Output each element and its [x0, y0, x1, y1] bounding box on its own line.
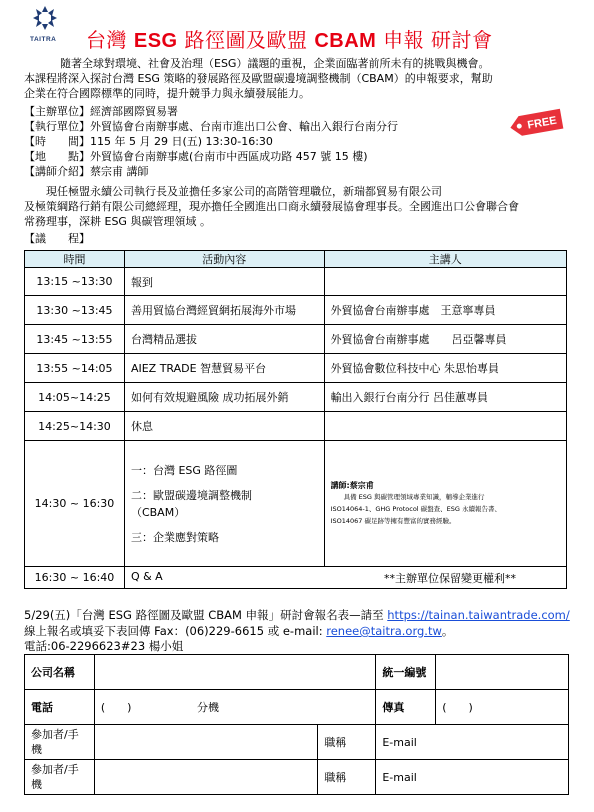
table-row	[25, 567, 567, 589]
table-row	[25, 383, 567, 412]
qa-label: Q & A	[130, 569, 163, 583]
session-item: 一：台灣 ESG 路徑圖	[130, 463, 238, 477]
table-header-row	[25, 251, 567, 268]
registration-form	[24, 654, 569, 795]
speaker-cell: 外貿協會台南辦事處 呂亞馨專員	[324, 325, 566, 354]
time-cell: 16:30 ~ 16:40	[25, 567, 125, 589]
speaker-cell: 外貿協會數位科技中心 朱思怡專員	[324, 354, 566, 383]
executor-line: 【執行單位】外貿協會台南辦事處、台南市進出口公會、輸出入銀行台南分行	[24, 120, 398, 133]
form-row	[25, 760, 569, 795]
column-header: 活動內容	[124, 251, 324, 268]
intro-line: 隨著全球對環境、社會及治理（ESG）議題的重視，企業面臨著前所未有的挑戰與機會。	[60, 57, 490, 70]
activity-cell: 善用貿協台灣經貿網拓展海外市場	[124, 296, 324, 325]
activity-cell: 台灣精品選拔	[124, 325, 324, 354]
extension-label: 分機	[196, 701, 219, 714]
time-cell: 13:55 ~14:05	[25, 354, 125, 383]
logo-text: TAITRA	[30, 36, 57, 43]
intro-line: 本課程將深入探討台灣 ESG 策略的發展路徑及歐盟碳邊境調整機制（CBAM）的申報要求，幫助	[24, 72, 493, 85]
phone-label: 電話	[25, 690, 95, 725]
attendee-label: 參加者/手機	[25, 760, 95, 795]
attendee-label: 參加者/手機	[25, 725, 95, 760]
email-field[interactable]: E-mail	[376, 725, 569, 760]
phone-field[interactable]: ( ) 分機	[94, 690, 375, 725]
time-cell: 13:30 ~13:45	[25, 296, 125, 325]
activity-cell: 報到	[124, 268, 324, 296]
speaker-title: 講師:蔡宗甫	[330, 481, 374, 490]
email-field[interactable]: E-mail	[376, 760, 569, 795]
fax-field[interactable]: ( )	[436, 690, 569, 725]
job-title-label: 職稱	[318, 725, 376, 760]
intro-line: 企業在符合國際標準的同時，提升競爭力與永續發展能力。	[24, 87, 310, 100]
fax-label: 傳真	[376, 690, 436, 725]
company-field[interactable]	[94, 655, 375, 690]
activity-cell: AIEZ TRADE 智慧貿易平台	[124, 354, 324, 383]
table-row-main-session	[25, 441, 567, 567]
email-link[interactable]: renee@taitra.org.tw	[326, 624, 442, 638]
column-header: 主講人	[324, 251, 566, 268]
time-cell: 14:30 ~ 16:30	[25, 441, 125, 567]
table-row	[25, 412, 567, 441]
organizer-line: 【主辦單位】經濟部國際貿易署	[24, 105, 178, 118]
lecturer-line: 【講師介紹】蔡宗甫 講師	[24, 165, 149, 178]
session-item: 二：歐盟碳邊境調整機制	[130, 488, 252, 502]
tax-id-label: 統一編號	[376, 655, 436, 690]
activity-cell	[124, 567, 566, 589]
svg-text:FREE: FREE	[526, 114, 558, 132]
activity-cell: 休息	[124, 412, 324, 441]
free-tag-icon	[508, 108, 566, 138]
speaker-cell	[324, 268, 566, 296]
taitra-logo	[32, 6, 58, 38]
time-cell: 14:05~14:25	[25, 383, 125, 412]
speaker-bio: ISO14064-1、GHG Protocol 碳盤查、ESG 永續報告書、	[330, 505, 502, 513]
agenda-table	[24, 250, 567, 589]
change-notice: **主辦單位保留變更權利**	[384, 571, 516, 585]
contact-phone: 電話:06-2296623#23 楊小姐	[24, 639, 184, 653]
company-label: 公司名稱	[25, 655, 95, 690]
column-header: 時間	[25, 251, 125, 268]
speaker-bio: ISO14067 碳足跡等擁有豐富的實務經驗。	[330, 517, 456, 525]
speaker-cell	[324, 412, 566, 441]
form-row	[25, 655, 569, 690]
table-row	[25, 268, 567, 296]
speaker-cell	[324, 441, 566, 567]
speaker-bio: 具備 ESG 與碳管理領域專業知識，輔導企業進行	[330, 493, 485, 501]
registration-link[interactable]: https://tainan.taiwantrade.com/	[387, 608, 570, 622]
register-line: 5/29(五)「台灣 ESG 路徑圖及歐盟 CBAM 申報」研討會報名表—請至 https://tainan.taiwantrade.com/	[24, 608, 570, 622]
agenda-heading: 【議 程】	[24, 232, 90, 245]
attendee-field[interactable]	[94, 760, 318, 795]
session-item: （CBAM）	[130, 505, 186, 519]
table-row	[25, 325, 567, 354]
time-cell: 14:25~14:30	[25, 412, 125, 441]
bio-line: 及極策綱路行銷有限公司總經理，現亦擔任全國進出口商永續發展協會理事長。全國進出口公會聯合會	[24, 200, 519, 213]
session-item: 三：企業應對策略	[130, 530, 219, 544]
bio-line: 常務理事，深耕 ESG 與碳管理領域 。	[24, 215, 211, 228]
speaker-cell: 外貿協會台南辦事處 王意寧專員	[324, 296, 566, 325]
activity-cell: 如何有效規避風險 成功拓展外銷	[124, 383, 324, 412]
location-line: 【地 點】外貿協會台南辦事處(台南市中西區成功路 457 號 15 樓)	[24, 150, 368, 163]
speaker-cell: 輸出入銀行台南分行 呂佳蕙專員	[324, 383, 566, 412]
form-row	[25, 725, 569, 760]
job-title-label: 職稱	[318, 760, 376, 795]
form-row	[25, 690, 569, 725]
attendee-field[interactable]	[94, 725, 318, 760]
time-line: 【時 間】115 年 5 月 29 日(五) 13:30-16:30	[24, 135, 273, 148]
tax-id-field[interactable]	[436, 655, 569, 690]
table-row	[25, 354, 567, 383]
time-cell: 13:15 ~13:30	[25, 268, 125, 296]
time-cell: 13:45 ~13:55	[25, 325, 125, 354]
register-line: 線上報名或填妥下表回傳 Fax：(06)229-6615 或 e-mail: renee@taitra.org.tw。	[24, 624, 454, 638]
activity-cell	[124, 441, 324, 567]
table-row	[25, 296, 567, 325]
bio-line: 現任極盟永續公司執行長及並擔任多家公司的高階管理職位，新瑞都貿易有限公司	[24, 185, 442, 198]
page-title: 台灣 ESG 路徑圖及歐盟 CBAM 申報 研討會	[86, 28, 493, 52]
